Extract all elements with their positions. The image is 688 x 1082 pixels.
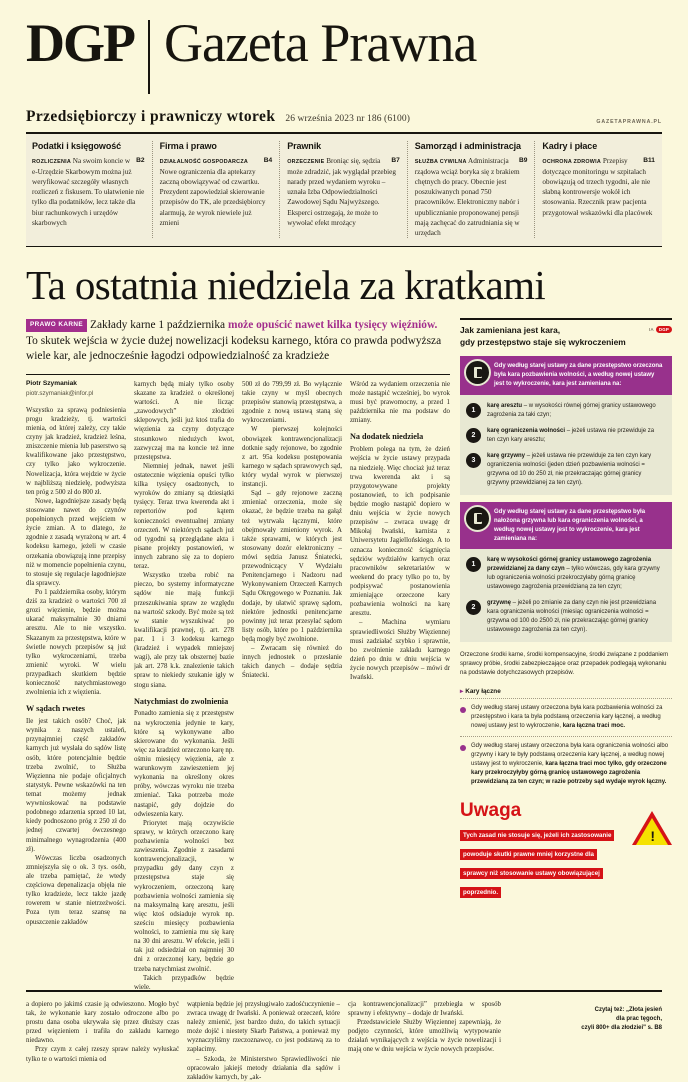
article-subheading-natychmiast-do-zwolnienia: Natychmiast do zwolnienia <box>134 696 229 706</box>
paragraph: Ile jest takich osób? Choć, jak wynika z naszych ustaleń, przynajmniej część zakładów karnych już wysłała do sądów listę osób, które potencjalnie będzie trzeba zwolnić, to Służba Więzienna nie podaje oficjalnych statystyk. Pewne wskazówki na ten temat możemy jednak wywnioskować na podstawie podobnego zdarzenia sprzed 10 lat, kiedy podnoszono próg z 250 zł do jednej czwartej ówczesnego minimalnego wynagrodzenia (400 zł). <box>26 718 126 853</box>
teaser-kicker: SŁUŻBA CYWILNA <box>414 159 467 165</box>
band-2-text: Gdy według starej ustawy za dane przestępstwo była nałożona grzywna lub kara ograniczenia wolności, a według nowej ustawy jest to wykroczenie, kara jest zamieniana na: <box>494 508 646 542</box>
bullet-text <box>471 742 672 787</box>
edition-date: 26 września 2023 nr 186 (6100) <box>285 114 410 124</box>
teaser-text: Nowe ograniczenia dla aptekarzy zaczną obowiązywać od czwartku. Prezydent zapowiedział skierowanie przepisów do TK, ale przedsiębiorcy alarmują, że wyrok niewiele już zmieni <box>159 167 266 227</box>
main-headline[interactable]: Ta ostatnia niedziela za kratkami <box>26 262 546 309</box>
teaser-body <box>32 156 145 228</box>
see-also-line-3: czyli 800+ dla złodziei" s. B8 <box>581 1025 662 1032</box>
list-item-bold: karę ograniczenia wolności <box>487 427 566 434</box>
warning-box <box>460 801 672 899</box>
infobox-list-item <box>460 592 672 635</box>
exclamation-mark-icon: ! <box>650 828 655 845</box>
infobox-area <box>460 318 672 991</box>
teaser-body <box>287 156 400 228</box>
bullet-text-plain: Gdy według starej ustawy orzeczona była kara pozbawienia wolności za przestępstwo i kara ta była podstawą orzeczenia kary łącznej, a według nowej ustawy jest to wykroczenie, <box>471 705 663 730</box>
document-icon <box>464 505 491 532</box>
infobox-title-line-1: Jak zamieniana jest kara, <box>460 325 561 336</box>
teaser-page-ref: B4 <box>263 157 273 164</box>
infobox-list-item <box>460 445 672 488</box>
article-subheading-w-sadach-rwetes: W sądach rwetes <box>26 704 85 714</box>
teaser-text: Na swoim koncie w e-Urzędzie Skarbowym można już weryfikować szczegóły własnych rozliczeń z fiskusem. To ułatwienie nie tylko dla podatników, lecz także dla biur rachunkowych i urzędów skarbowych <box>32 157 145 227</box>
infobox-panel-1 <box>460 356 672 495</box>
paragraph: wątpienia będzie jej przysługiwało zadośćuczynienie – zwraca uwagę dr Iwański. A ponieważ orzeczeń, które należy zmienić, jest bardzo dużo, do takich sytuacji może dojść i niestety Skarb Państwa, a ponieważ my wyznaczyliśmy rzeczoznawcę, co jest podstawą za to zapłacimy. <box>187 1000 340 1054</box>
band-1-text: Gdy według starej ustawy za dane przestępstwo orzeczona była kara pozbawienia wolności, a według nowej ustawy jest to wykroczenie, kara jest zamieniana na: <box>494 363 663 388</box>
article-column-1 <box>26 380 126 992</box>
infobox-title-line-2: gdy przestępstwo staje się wykroczeniem <box>460 337 626 348</box>
bullet-text-plain: Gdy według starej ustawy orzeczona była kara ograniczenia wolności albo grzywny i kary te były podstawą orzeczenia kary łącznej, a według nowej ustawy jest to wykroczenie, <box>471 743 669 768</box>
teaser-text: Broniąc się, sędzia może zdradzić, jak wyglądał przebieg narady przed wydaniem wyroku – uznała Izba Odpowiedzialności Zawodowej Sądu Najwyższego. Eksperci ostrzegają, że może to wywołać efekt mrożący <box>287 157 396 227</box>
paragraph: a dopiero po jakimś czasie ją odwieszono. Mogło być tak, że wykonanie kary zostało odroczone albo po prostu dana osoba ukrywała się przez dłuższy czas przed więzieniem i trafiła do zakładu karnego niedawno. <box>26 1000 179 1045</box>
teaser-firma-i-prawo[interactable] <box>152 141 280 238</box>
teaser-kicker: OCHRONA ZDROWIA <box>542 159 602 165</box>
infobox-bullet-item <box>460 736 672 792</box>
warning-text-wrap <box>460 824 620 899</box>
teaser-prawnik[interactable] <box>279 141 407 238</box>
bottom-column-4-see-also <box>509 1000 662 1082</box>
paragraph: Przedstawiciele Służby Więziennej zapewniają, że podjęto czynności, które umożliwią wytypowanie działań wynikających z wejścia w życie nowelizacji i mają one w dniu wejścia w życie nowych przepisów. <box>348 1019 501 1054</box>
teaser-heading: Podatki i księgowość <box>32 141 122 151</box>
bottom-column-3 <box>348 1000 501 1082</box>
masthead-subhead <box>26 108 662 126</box>
article-column-2 <box>134 380 234 992</box>
lead-part-2: To skutek wejścia w życie dużej nowelizacji kodeksu karnego, która co prawda podwyższa wiele kar, ale jednocześnie łagodzi odpowiedzialność za kradzieże <box>26 334 442 363</box>
byline-email[interactable]: piotr.szymaniak@infor.pl <box>26 389 94 397</box>
infobox-panel-2 <box>460 502 672 643</box>
infobox-band-1 <box>460 356 672 395</box>
teaser-heading: Prawnik <box>287 141 322 151</box>
teaser-podatki-i-ksiegowosc[interactable] <box>26 141 152 238</box>
infobox-source-label: IA <box>648 327 654 333</box>
bottom-column-2 <box>187 1000 340 1082</box>
article-area <box>26 318 450 991</box>
number-bullet-icon: 1 <box>466 403 481 418</box>
infobox-title-row <box>460 325 672 349</box>
list-item-rest: – jeżeli ustawa nie przewiduje za ten czyn kary aresztu; <box>487 427 655 443</box>
number-bullet-icon: 1 <box>466 557 481 572</box>
bullet-text-bold: kara łączna traci moc tylko, gdy orzeczone kary przekroczyłyby górną granicę ustawowego zagrożenia przewidzianą za ten czyn; w razie potrzeby sąd wydaje wyrok łączny. <box>471 761 667 786</box>
number-bullet-icon: 2 <box>466 600 481 615</box>
paragraph: W pierwszej kolejności obowiązek kontrawencjonalizacji dotknie sądy rejonowe, bo zgodnie z art. 95a kodeksu postępowania karnego w sądach sprawowych sąd, który wydał wyrok w pierwszej instancji. <box>242 426 342 489</box>
teaser-page-ref: B7 <box>391 157 400 164</box>
logo-dgp[interactable]: DGP <box>26 13 134 73</box>
teaser-kicker: ROZLICZENIA <box>32 159 71 165</box>
list-item-rest: – jeżeli ustawa nie przewiduje za ten czyn kary ograniczenia wolności (jeden dzień pozbawienia wolności = grzywna od 10 do 250 zł, nie przekraczając górnej granicy grzywny przewidzianej za ten czyn). <box>487 452 652 486</box>
footer-rule <box>26 990 662 992</box>
document-icon <box>464 359 491 386</box>
website-url[interactable]: GAZETAPRAWNA.PL <box>596 119 662 125</box>
teaser-heading: Kadry i płace <box>542 141 598 151</box>
bottom-columns <box>26 1000 662 1082</box>
teaser-body <box>415 156 528 238</box>
infobox-band-2 <box>460 502 672 550</box>
list-item-text <box>487 556 664 592</box>
see-also-line-2: dla prac tęgoch, <box>615 1016 662 1023</box>
masthead <box>26 0 662 94</box>
paragraph: Wszystko trzeba robić na pieczo, bo systemy informatyczne sądów nie mają funkcji przeszukiwania spraw ze względu na wartość szkody. Być może są też w stanie wyszukiwać po kwalifikacji prawnej, tj. art. 278 par. 1 i 3 kodeksu karnego (kradzież i wypadek mniejszej wagi), ale przy tak obszernej bazie jak art. 278 k.k. znalezienie takich spraw to niekiedy szukanie igły w stogu siana. <box>134 572 234 689</box>
paragraph: Po 1 października osoby, którym dziś za kradzież o wartości 700 zł grozi więzienie, będzie można ukarać maksymalnie 30 dniami aresztu. Ale to nie wszystko. Skazanym za przestępstwa, które w świetle nowych przepisów są już tylko wykroczeniami, trzeba zmienić wyroki. W wielu przypadkach skutkiem będzie konieczność natychmiastowego zwolnienia ich z więzienia. <box>26 589 126 697</box>
infobox-list-item <box>460 420 672 445</box>
paragraph: – Zwracam się również do innych jednostek o przesłanie takich danych – dodaje sędzia Śniatecki. <box>242 645 342 680</box>
teaser-page-ref: B11 <box>643 157 655 164</box>
see-also-line-1: Czytaj też: „Złota jesień <box>594 1006 662 1013</box>
number-bullet-icon: 2 <box>466 428 481 443</box>
bullet-dot-icon <box>460 745 466 751</box>
teaser-text: Przepisy dotyczące monitoringu w szpitalach obowiązują od trzech tygodni, ale nie słabną kontrowersje wokół ich stosowania. Rzecznik praw pacjenta przygotował wskazówki dla placówek <box>542 157 653 217</box>
list-item-text <box>487 427 664 445</box>
bullet-text-bold: kara łączna traci moc. <box>562 723 626 730</box>
infobox-title <box>460 325 649 349</box>
bullet-text <box>471 704 672 731</box>
teaser-body <box>160 156 273 228</box>
edition-title: Przedsiębiorczy i prawniczy wtorek <box>26 108 276 125</box>
list-item-rest: – w wysokości równej górnej granicy ustawowego zagrożenia za taki czyn; <box>487 402 656 418</box>
teaser-heading: Samorząd i administracja <box>414 141 521 151</box>
teaser-kadry-i-place[interactable] <box>534 141 662 238</box>
teaser-page-ref: B9 <box>518 157 528 164</box>
bullet-dot-icon <box>460 707 466 713</box>
paragraph: Priorytet mają oczywiście sprawy, w których orzeczono karę pozbawienia wolności bez zawieszenia. Zgodnie z zasadami kontrawencjonalizacji, w przypadku gdy dany czyn z przestępstwa staje się wykroczeniem, orzeczoną karę pozbawienia wolności zamienia się na maksymalną karę aresztu, jeśli więc ktoś odsiaduje wyrok np. sześciu miesięcy pozbawienia wolności, to zamienia mu się karę na 30 dni aresztu. W efekcie, jeśli i tak już odsiedział on najmniej 30 dni z orzeczonej kary, będzie go trzeba natychmiast zwolnić. <box>134 819 234 973</box>
article-subheading-na-dodatek-niedziela: Na dodatek niedziela <box>350 432 424 442</box>
infobox-bullet-item <box>460 699 672 736</box>
list-item-bold: karę grzywny <box>487 452 526 459</box>
paragraph: Ponadto zamienia się z przestępstw na wykroczenia jedynie te kary, które są wykonywane albo skierowane do wykonania. Jeśli więc za kradzież orzeczono karę np. ośmiu miesięcy więzienia, ale z warunkowym zawieszeniem jej wykonania na określony okres próby, wówczas wyroku nie trzeba zmieniać. Taka potrzeba może nastąpić, gdy dojdzie do odwieszenia kary. <box>134 710 234 818</box>
infobox-list-item <box>460 549 672 592</box>
list-item-text <box>487 402 664 420</box>
teaser-samorzad-i-administracja[interactable] <box>407 141 535 238</box>
teaser-kicker: ORZECZENIE <box>287 159 325 165</box>
dgp-badge-icon: DGP <box>656 326 672 333</box>
infobox-top-rule <box>460 318 672 320</box>
lead-rule <box>26 374 450 375</box>
infobox-source <box>649 325 672 333</box>
category-tag[interactable]: PRAWO KARNE <box>26 319 87 332</box>
infobox-note: Orzeczone środki karne, środki kompensacyjne, środki związane z poddaniem sprawcy próbie, środki zabezpieczające oraz przepadek podlegają wykonaniu na podstawie dotychczasowych przepisów. <box>460 652 669 677</box>
paragraph: Wszystko za sprawą podniesienia progu kradzieży, tj. wartości mienia, od której zależy, czy takie czyny jak kradzież, kradzież leśna, zniszczenie mienia lub paserstwo są kwalifikowane jako przestępstwo, czy tylko jako wykroczenie. Nowelizacja, która wejdzie w życie w najbliższą niedzielę, podwyższa ten próg z 500 zł do 800 zł. <box>26 406 126 496</box>
list-item-rest: – jeżeli po zmianie za dany czyn nie jest przewidziana kara ograniczenia wolności (miesiąc ograniczenia wolności = grzywna od 100 do 2500 zł, nie przekraczając górnej granicy ustawowego zagrożenia za ten czyn). <box>487 600 657 634</box>
teaser-heading: Firma i prawo <box>159 141 217 151</box>
list-item-rest: – tylko wówczas, gdy kara grzywny lub ograniczenia wolności przekroczyłaby górną granicę ustawowego zagrożenia przewidzianą za ten czyn; <box>487 566 660 591</box>
kary-heading-label: Kary łączne <box>465 688 501 696</box>
paragraph: Nowe, łagodniejsze zasady będą stosowane nawet do czynów popełnionych przed wejściem w życie zmian. A to dlatego, że zgodnie z zasadą wyrażoną w art. 4 kodeksu karnego, jeżeli w czasie orzekania obowiązują inne przepisy niż w momencie popełnienia czynu, to stosuje się regulacje łagodniejsze dla sprawcy. <box>26 497 126 587</box>
list-item-bold: karę aresztu <box>487 402 523 409</box>
paragraph: Takich przypadków będzie wiele. <box>134 974 234 991</box>
paragraph: Przy czym z całej rzeszy spraw należy wyłuskać tylko te o wartości mienia od <box>26 1046 179 1063</box>
article-lead <box>26 318 450 365</box>
paragraph: Problem polega na tym, że dzień wejścia w życie ustawy przypada na niedzielę. Więc chociaż już teraz trwa kwerenda akt i są przygotowywane projekty postanowień, to ich podpisanie będzie mogło nastąpić dopiero w dniu wejścia w życie nowych przepisów – zwraca uwagę dr Mikołaj Iwański, karnista z Uniwersytetu Jagiellońskiego. A to oznacza konieczność ściągnięcia sędziów wydziałów karnych oraz pracowników sekretariatów w weekend do pracy tylko po to, by podpisywać postanowienia zmieniające orzeczone kary pozbawienia wolności na karę aresztu. <box>350 446 450 618</box>
teaser-text: Administracja rządowa wciąż boryka się z brakiem chętnych do pracy. Obecnie jest poszukiwanych ponad 750 pracowników. Elektroniczny nabór i upublicznianie proponowanej pensji mają zachęcać do zatrudniania się w urzędach <box>414 157 520 237</box>
byline-author: Piotr Szymaniak <box>26 379 77 387</box>
content-wrapper <box>26 318 669 991</box>
list-item-text <box>487 599 664 635</box>
article-column-4 <box>350 380 450 992</box>
article-columns <box>26 380 450 992</box>
list-item-bold: karę w wysokości górnej granicy ustawowego zagrożenia przewidzianej za dany czyn <box>487 557 652 573</box>
list-item-text <box>487 452 664 488</box>
paragraph: 500 zł do 799,99 zł. Bo wyłącznie takie czyny w myśl obecnych przepisów stanowią przestępstwa, a zgodnie z nową ustawą staną się wykroczeniami. <box>242 380 342 425</box>
teaser-kicker: DZIAŁALNOŚĆ GOSPODARCZA <box>159 159 248 165</box>
paragraph: Wśród za wydaniem orzeczenia nie może nastąpić wcześniej, bo wyrok musi być prawomocny, a przed 1 października nie ma podstaw do zmiany. <box>350 380 450 425</box>
paragraph: karnych będą miały tylko osoby skazane za kradzież o określonej wartości. A nie licząc „zawodowych” złodziei sklepowych, jeśli już ktoś trafia do więzienia za czyny dotyczące stosunkowo niedużych kwot, zazwyczaj ma na koncie też inne przestępstwa. <box>134 380 234 461</box>
article-column-3 <box>242 380 342 992</box>
section-teaser-bar <box>26 134 662 247</box>
paragraph: Wówczas liczba osadzonych zmniejszyła się o ok. 3 tys. osób, ale trzeba pamiętać, że wtedy częściowa depenalizacja objęła nie tylko kradzieże, lecz także jazdę rowerem w stanie nietrzeźwości. Poza tym teraz szansę na opuszczenie zakładów <box>26 854 126 926</box>
lead-part-1: Zakłady karne 1 października <box>90 319 226 332</box>
warning-text: Tych zasad nie stosuje się, jeżeli ich zastosowanie powoduje skutki prawne mniej korzystne dla sprawcy niż stosowanie ustawy obowiązującej poprzednio. <box>460 830 614 897</box>
teaser-body <box>542 156 655 218</box>
lead-highlight: może opuścić nawet kilka tysięcy więźniów. <box>227 319 438 332</box>
bottom-column-1 <box>26 1000 179 1082</box>
number-bullet-icon: 3 <box>466 453 481 468</box>
paragraph: Sąd – gdy rejonowe zaczną zmieniać orzeczenia, może się okazać, że będzie trzeba na gałąź też wytrwała łącznymi, które obejmowały zmieniony wyrok. A także sprawami, w których jest stosowany dozór elektroniczny – mówi sędzia Janusz Śniatecki, przewodniczący V Wydziału Penitencjarnego i Nadzoru nad Wykonywaniem Orzeczeń Karnych Sądu Okręgowego w Poznaniu. Jak dodaje, by ułatwić sprawę sądom, niektóre jednostki penitencjarne powinny już teraz przesyłać sądom listy osób, które po 1 października będą mogły być zwolnione. <box>242 490 342 643</box>
logo-divider <box>148 20 150 94</box>
infobox-subheading-kary-laczne <box>460 687 672 699</box>
see-also-ref[interactable] <box>509 1006 662 1034</box>
list-item-bold: grzywnę <box>487 600 512 607</box>
paragraph: Niemniej jednak, nawet jeśli ostatecznie więzienia opuści tylko kilka tysięcy osadzonych, to wyroków do zmiany są dziesiątki tysięcy. Teraz trwa kwerenda akt i repertoriów pod kątem konieczności ewentualnej zmiany orzeczeń. W niektórych sądach już od tygodni są przeglądane akta i pisane projekty postanowień, w innych zabrano się za to dopiero teraz. <box>134 462 234 571</box>
infobox-list-item <box>460 395 672 420</box>
teaser-page-ref: B2 <box>136 157 145 164</box>
chevron-right-icon: ▸ <box>460 688 464 696</box>
paragraph: cja kontrawencjonalizacji” przebiegła w sposób sprawny i efektywny – dodaje dr Iwański. <box>348 1000 501 1017</box>
logo-gazeta-prawna[interactable]: Gazeta Prawna <box>164 13 477 73</box>
warning-title: Uwaga <box>460 800 522 822</box>
paragraph: – Machina wymiaru sprawiedliwości Służby Więziennej musi zadziałać szybko i sprawnie, bo zwolnienie zakładu karnego dzień po dniu w dniu wejścia w życie nowych przepisów – mówi dr Iwański. <box>350 619 450 682</box>
paragraph: – Szkoda, że Ministerstwo Sprawiedliwości nie opracowało jakiejś metody działania dla sądów i zakładów karnych, by „ak- <box>187 1055 340 1081</box>
